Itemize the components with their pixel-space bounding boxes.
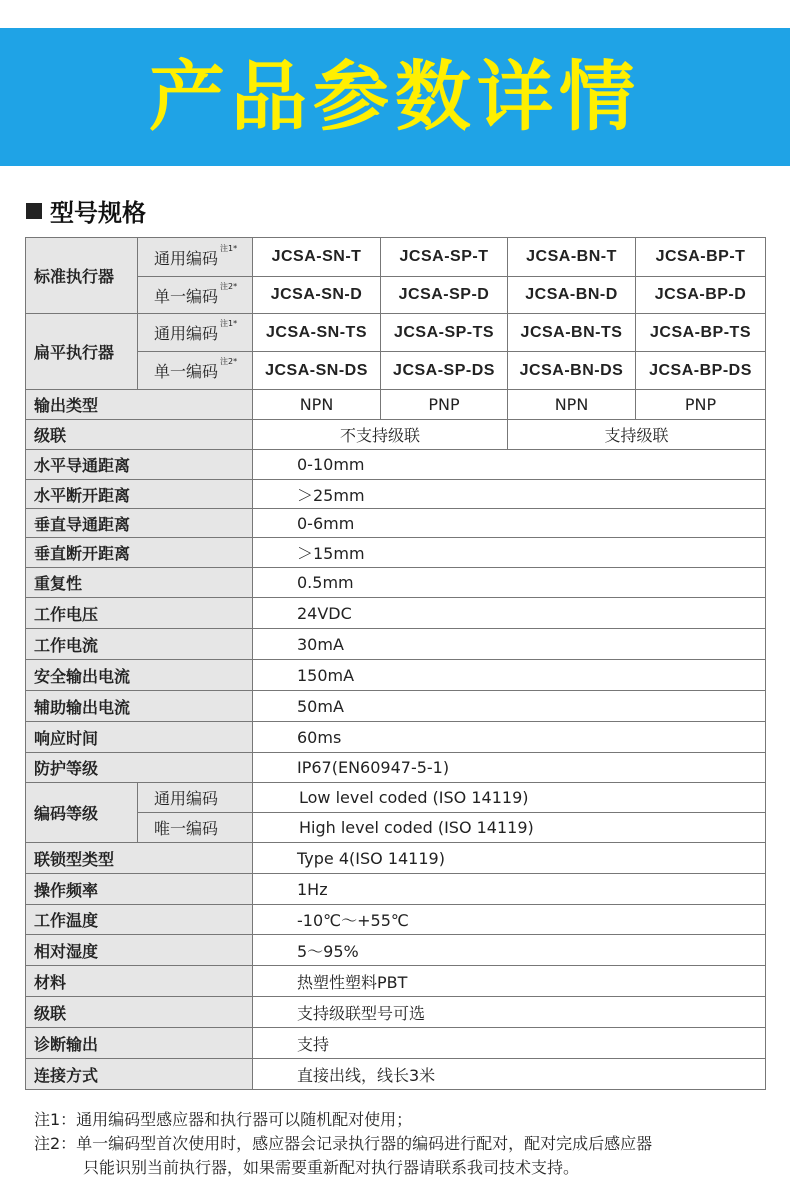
value-cell: 24VDC — [253, 598, 766, 629]
row-label: 材料 — [26, 966, 253, 997]
row-label: 水平断开距离 — [26, 480, 253, 509]
value-cell: NPN — [508, 390, 636, 420]
table-row — [26, 390, 766, 420]
row-label: 输出类型 — [26, 390, 253, 420]
model-cell: JCSA-BN-TS — [508, 314, 636, 352]
model-cell: JCSA-BP-DS — [636, 352, 766, 390]
table-row — [26, 629, 766, 660]
model-cell: JCSA-BP-TS — [636, 314, 766, 352]
square-bullet-icon — [26, 203, 42, 219]
value-cell: PNP — [381, 390, 508, 420]
specs-body — [26, 450, 766, 783]
model-cell: JCSA-SN-D — [253, 277, 381, 314]
footnotes — [34, 1108, 652, 1180]
row-label: 级联 — [26, 420, 253, 450]
model-cell: JCSA-BN-D — [508, 277, 636, 314]
model-cell: JCSA-SP-D — [381, 277, 508, 314]
model-cell: JCSA-BN-T — [508, 238, 636, 277]
model-cell: JCSA-SN-T — [253, 238, 381, 277]
value-cell: 1Hz — [253, 874, 766, 905]
value-cell: 0-6mm — [253, 509, 766, 538]
sub-label: 单一编码$^{注2*}$ — [138, 352, 253, 390]
row-label: 响应时间 — [26, 722, 253, 753]
value-cell: 热塑性塑料PBT — [253, 966, 766, 997]
model-cell: JCSA-BN-DS — [508, 352, 636, 390]
row-label: 诊断输出 — [26, 1028, 253, 1059]
model-cell: JCSA-SP-T — [381, 238, 508, 277]
row-label: 重复性 — [26, 568, 253, 598]
table-row — [26, 480, 766, 509]
note-1: 注1：通用编码型感应器和执行器可以随机配对使用； — [34, 1110, 413, 1129]
value-cell: 150mA — [253, 660, 766, 691]
sub-label: 单一编码$^{注2*}$ — [138, 277, 253, 314]
value-cell: 60ms — [253, 722, 766, 753]
table-row — [26, 568, 766, 598]
value-cell: Type 4(ISO 14119) — [253, 843, 766, 874]
row-label: 操作频率 — [26, 874, 253, 905]
table-row — [26, 874, 766, 905]
value-cell: 30mA — [253, 629, 766, 660]
value-cell: Low level coded (ISO 14119) — [253, 783, 766, 813]
table-row — [26, 238, 766, 277]
table-row — [26, 509, 766, 538]
row-label: 垂直导通距离 — [26, 509, 253, 538]
model-cell: JCSA-SP-TS — [381, 314, 508, 352]
table-row — [26, 660, 766, 691]
row-label: 水平导通距离 — [26, 450, 253, 480]
table-row — [26, 598, 766, 629]
row-label: 扁平执行器 — [26, 314, 138, 390]
value-cell: 支持级联 — [508, 420, 766, 450]
row-label: 辅助输出电流 — [26, 691, 253, 722]
row-label: 安全输出电流 — [26, 660, 253, 691]
row-label: 工作电流 — [26, 629, 253, 660]
model-cell: JCSA-SN-TS — [253, 314, 381, 352]
table-row — [26, 538, 766, 568]
sub-label: 通用编码$^{注1*}$ — [138, 238, 253, 277]
value-cell: 50mA — [253, 691, 766, 722]
row-label: 垂直断开距离 — [26, 538, 253, 568]
value-cell: PNP — [636, 390, 766, 420]
value-cell: 支持级联型号可选 — [253, 997, 766, 1028]
table-row — [26, 1028, 766, 1059]
table-row — [26, 450, 766, 480]
model-cell: JCSA-BP-T — [636, 238, 766, 277]
section-header — [26, 193, 146, 228]
row-label: 相对湿度 — [26, 935, 253, 966]
table-row — [26, 1059, 766, 1090]
table-row — [26, 843, 766, 874]
table-row — [26, 722, 766, 753]
row-label: 防护等级 — [26, 753, 253, 783]
value-cell: IP67(EN60947-5-1) — [253, 753, 766, 783]
title-banner — [0, 28, 790, 166]
table-row — [26, 783, 766, 813]
note-2: 注2：单一编码型首次使用时，感应器会记录执行器的编码进行配对，配对完成后感应器 — [34, 1134, 653, 1153]
value-cell: 0-10mm — [253, 450, 766, 480]
table-row — [26, 905, 766, 935]
value-cell: ＞15mm — [253, 538, 766, 568]
value-cell: 支持 — [253, 1028, 766, 1059]
sub-label: 通用编码 — [138, 783, 253, 813]
model-cell: JCSA-BP-D — [636, 277, 766, 314]
value-cell: 0.5mm — [253, 568, 766, 598]
page-title: 产品参数详情 — [149, 52, 641, 141]
table-row — [26, 997, 766, 1028]
table-row — [26, 935, 766, 966]
row-label: 编码等级 — [26, 783, 138, 843]
specs2-body — [26, 843, 766, 1090]
value-cell: 不支持级联 — [253, 420, 508, 450]
row-label: 级联 — [26, 997, 253, 1028]
model-cell: JCSA-SN-DS — [253, 352, 381, 390]
note-2-continued: 只能识别当前执行器，如果需要重新配对执行器请联系我司技术支持。 — [83, 1158, 580, 1177]
row-label: 标准执行器 — [26, 238, 138, 314]
row-label: 联锁型类型 — [26, 843, 253, 874]
value-cell: NPN — [253, 390, 381, 420]
table-row — [26, 420, 766, 450]
table-row — [26, 966, 766, 997]
row-label: 连接方式 — [26, 1059, 253, 1090]
row-label: 工作电压 — [26, 598, 253, 629]
table-row — [26, 691, 766, 722]
value-cell: 5～95% — [253, 935, 766, 966]
sub-label: 唯一编码 — [138, 813, 253, 843]
model-cell: JCSA-SP-DS — [381, 352, 508, 390]
row-label: 工作温度 — [26, 905, 253, 935]
spec-table — [25, 237, 766, 1090]
table-row — [26, 753, 766, 783]
section-title: 型号规格 — [50, 199, 146, 227]
value-cell: High level coded (ISO 14119) — [253, 813, 766, 843]
table-row — [26, 314, 766, 352]
value-cell: 直接出线，线长3米 — [253, 1059, 766, 1090]
sub-label: 通用编码$^{注1*}$ — [138, 314, 253, 352]
value-cell: ＞25mm — [253, 480, 766, 509]
value-cell: -10℃～+55℃ — [253, 905, 766, 935]
